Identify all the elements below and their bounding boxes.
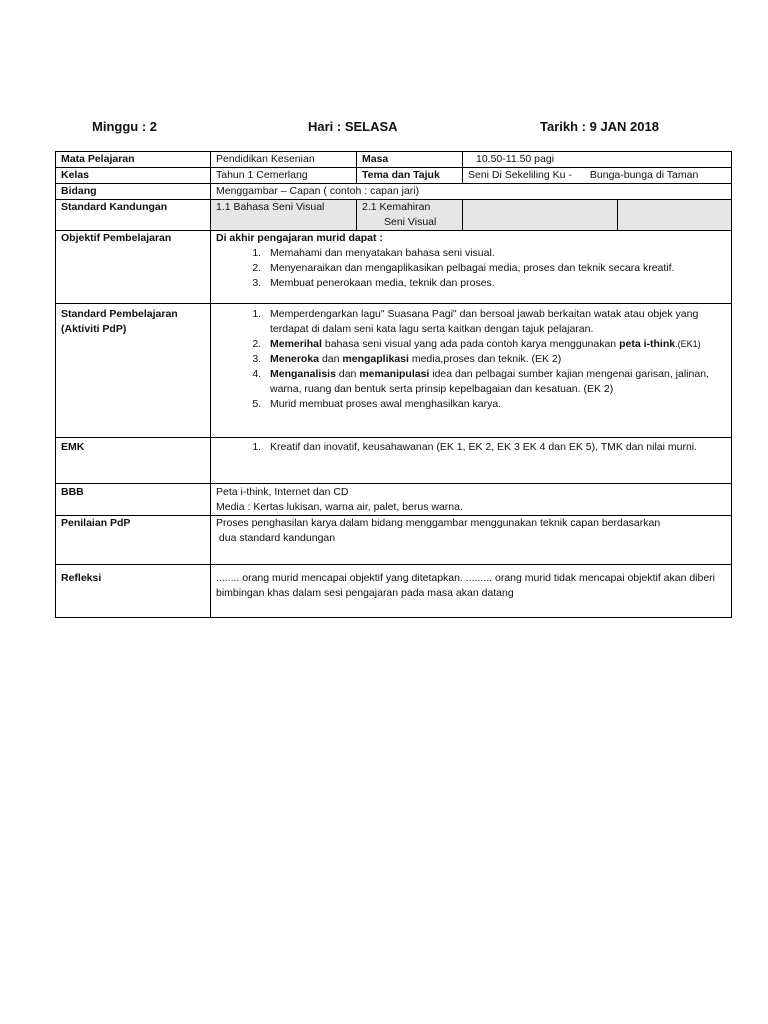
label-kelas: Kelas [56, 168, 211, 184]
value-refleksi: ........ orang murid mencapai objektif yang ditetapkan. ......... orang murid tidak mencapai objektif akan diberi bimbingan khas dalam sesi pengajaran pada masa akan datang [211, 565, 732, 618]
label-standard-kandungan: Standard Kandungan [56, 200, 211, 231]
value-sk-2 [357, 200, 463, 231]
sk2-line2: Seni Visual [384, 216, 437, 228]
list-item [264, 337, 726, 352]
label-bbb: BBB [56, 484, 211, 516]
row-refleksi [56, 565, 732, 618]
item4-bold2: memanipulasi [359, 368, 430, 380]
value-sk-4 [618, 200, 732, 231]
item2-text: bahasa seni visual yang ada pada contoh karya menggunakan [321, 338, 620, 350]
item3-bold2: mengaplikasi [342, 353, 409, 365]
list-item: 1. Kreatif dan inovatif, keusahawanan (EK 1, EK 2, EK 3 EK 4 dan EK 5), TMK dan nilai murni. [264, 440, 726, 455]
value-sk-1: 1.1 Bahasa Seni Visual [211, 200, 357, 231]
label-standard-pembelajaran [56, 304, 211, 438]
value-masa [463, 152, 732, 168]
item2-bold2: peta i-think [619, 338, 676, 350]
value-sk-3 [463, 200, 618, 231]
label-refleksi: Refleksi [56, 565, 211, 618]
emk-list [216, 440, 726, 455]
list-item [264, 352, 726, 367]
label-mata-pelajaran: Mata Pelajaran [56, 152, 211, 168]
value-kelas: Tahun 1 Cemerlang [211, 168, 357, 184]
list-item: 3. Membuat penerokaan media, teknik dan proses. [264, 276, 726, 291]
list-item: 1. Memperdengarkan lagu" Suasana Pagi" dan bersoal jawab berkaitan watak atau objek yang terdapat di dalam seni kata lagu serta kaitkan dengan tajuk pelajaran. [264, 307, 726, 337]
label-masa: Masa [357, 152, 463, 168]
value-mata-pelajaran: Pendidikan Kesenian [211, 152, 357, 168]
sp-label-line2: (Aktiviti PdP) [61, 323, 127, 335]
row-standard-kandungan [56, 200, 732, 231]
item2-tail: .(EK1) [675, 339, 701, 349]
value-penilaian [211, 516, 732, 565]
sk2-line1: 2.1 Kemahiran [362, 201, 431, 213]
masa-text: 10.50-11.50 pagi [476, 153, 555, 165]
lesson-plan-table [55, 151, 732, 618]
row-bbb [56, 484, 732, 516]
label-objektif: Objektif Pembelajaran [56, 231, 211, 304]
list-item [264, 367, 726, 397]
value-objektif [211, 231, 732, 304]
label-penilaian: Penilaian PdP [56, 516, 211, 565]
day-label: Hari : SELASA [308, 119, 398, 134]
objektif-list [216, 246, 726, 291]
week-label: Minggu : 2 [92, 119, 157, 134]
item3-bold: Meneroka [270, 353, 320, 365]
tema-text-a: Seni Di Sekeliling Ku - [468, 169, 572, 181]
list-item: 1. Memahami dan menyatakan bahasa seni visual. [264, 246, 726, 261]
label-bidang: Bidang [56, 184, 211, 200]
label-emk: EMK [56, 438, 211, 484]
row-standard-pembelajaran [56, 304, 732, 438]
value-bbb [211, 484, 732, 516]
aktiviti-list [216, 307, 726, 412]
label-tema: Tema dan Tajuk [357, 168, 463, 184]
bbb-line2: Media : Kertas lukisan, warna air, palet, berus warna. [216, 501, 463, 513]
item3-mid: dan [319, 353, 343, 365]
row-penilaian [56, 516, 732, 565]
row-bidang [56, 184, 732, 200]
value-tema [463, 168, 732, 184]
value-bidang: Menggambar – Capan ( contoh : capan jari) [211, 184, 732, 200]
penilaian-line2: dua standard kandungan [216, 532, 336, 544]
value-standard-pembelajaran [211, 304, 732, 438]
date-label: Tarikh : 9 JAN 2018 [540, 119, 659, 134]
row-objektif [56, 231, 732, 304]
objektif-intro: Di akhir pengajaran murid dapat : [216, 232, 383, 244]
item4-mid: dan [335, 368, 360, 380]
bbb-line1: Peta i-think, Internet dan CD [216, 486, 349, 498]
row-kelas [56, 168, 732, 184]
tema-text-b: Bunga-bunga di Taman [589, 169, 699, 181]
list-item: 2. Menyenaraikan dan mengaplikasikan pelbagai media, proses dan teknik secara kreatif. [264, 261, 726, 276]
item4-bold: Menganalisis [270, 368, 336, 380]
row-emk [56, 438, 732, 484]
value-emk [211, 438, 732, 484]
penilaian-line1: Proses penghasilan karya dalam bidang menggambar menggunakan teknik capan berdasarkan [216, 517, 661, 529]
item3-tail: media,proses dan teknik. (EK 2) [408, 353, 562, 365]
list-item: 5. Murid membuat proses awal menghasilkan karya. [264, 397, 726, 412]
row-mata-pelajaran [56, 152, 732, 168]
item4-tail: idea dan pelbagai sumber kajian mengenai garisan, jalinan, warna, ruang dan bentuk serta prinsip kepelbagaian dan kesatuan. (EK 2) [270, 368, 709, 395]
item2-bold: Memerihal [270, 338, 322, 350]
sp-label-line1: Standard Pembelajaran [61, 308, 178, 320]
